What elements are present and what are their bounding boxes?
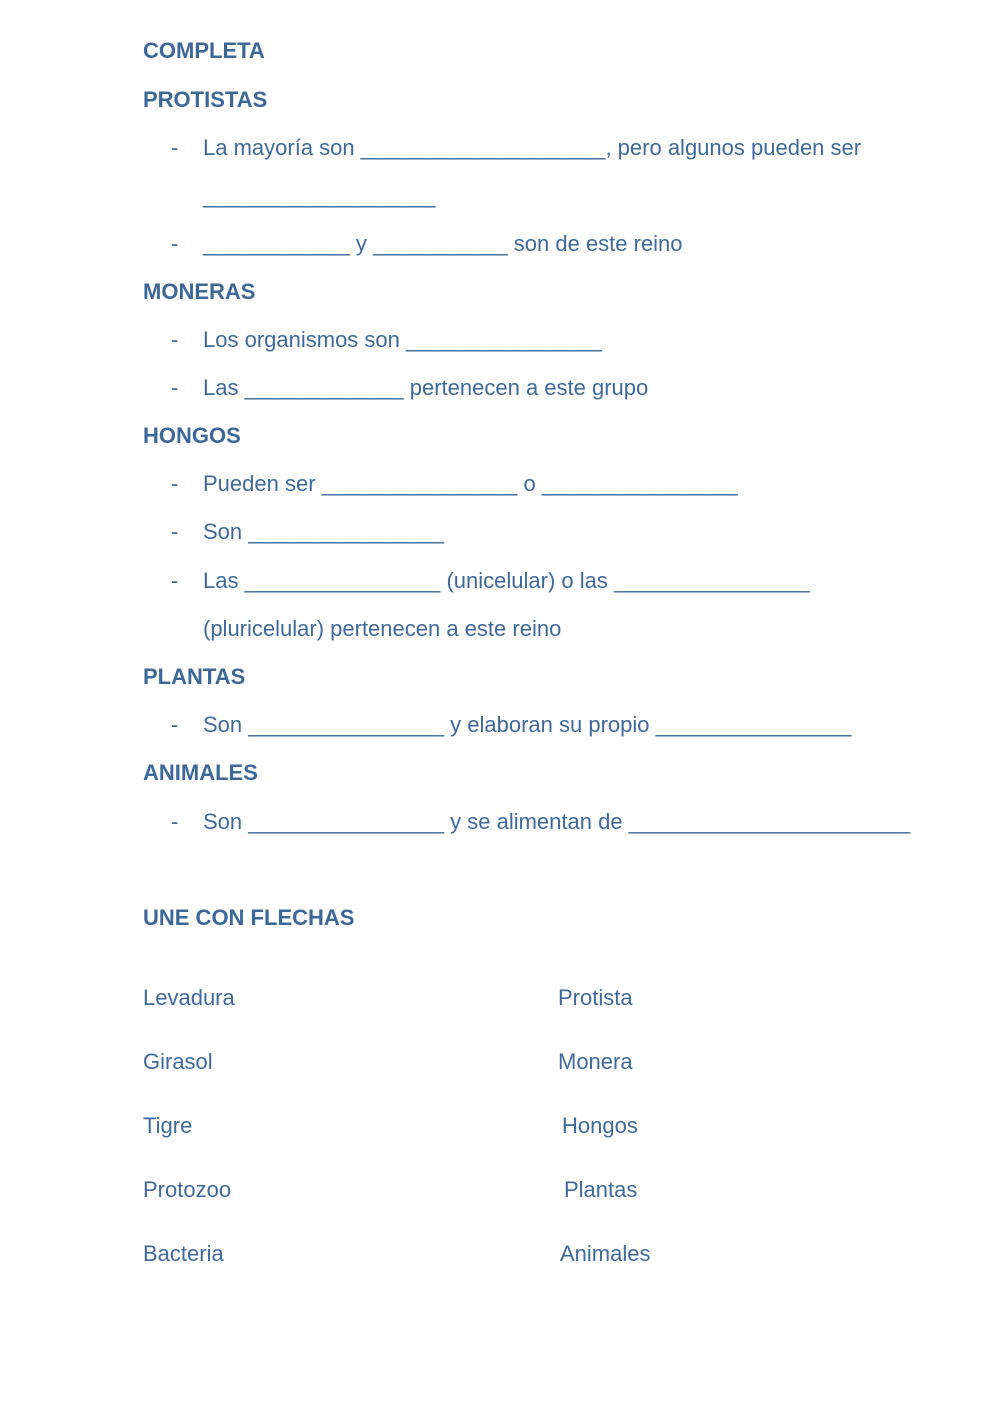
completa-title: COMPLETA [143, 38, 265, 63]
bullet-dash: - [171, 568, 179, 593]
section-heading-moneras: MONERAS [143, 279, 256, 304]
section-heading-animales: ANIMALES [143, 760, 258, 785]
list-item-text: La mayoría son ____________________, pero algunos pueden ser [203, 135, 862, 160]
list-item-text: ____________ y ___________ son de este reino [203, 231, 683, 256]
match-left-item: Levadura [143, 985, 235, 1010]
match-left-item: Tigre [143, 1113, 193, 1138]
match-right-item: Plantas [564, 1177, 638, 1202]
list-item-text: Los organismos son ________________ [203, 327, 602, 352]
une-title: UNE CON FLECHAS [143, 905, 355, 930]
list-item-text: Son ________________ y se alimentan de _______________________ [203, 809, 911, 834]
bullet-dash: - [171, 375, 179, 400]
bullet-dash: - [171, 712, 179, 737]
match-left-item: Girasol [143, 1049, 213, 1074]
list-item-text: Pueden ser ________________ o ________________ [203, 471, 738, 496]
match-right-item: Hongos [562, 1113, 638, 1138]
list-item-text: Son ________________ [203, 519, 445, 544]
list-item-text: Las _____________ pertenecen a este grupo [203, 375, 649, 400]
list-item-text: ___________________ [203, 183, 436, 208]
match-left-item: Bacteria [143, 1241, 224, 1266]
match-right-item: Animales [560, 1241, 651, 1266]
bullet-dash: - [171, 327, 179, 352]
section-heading-protistas: PROTISTAS [143, 87, 268, 112]
bullet-dash: - [171, 135, 179, 160]
match-right-item: Protista [558, 985, 633, 1010]
section-heading-hongos: HONGOS [143, 423, 241, 448]
bullet-dash: - [171, 231, 179, 256]
list-item-text: Son ________________ y elaboran su propio ________________ [203, 712, 852, 737]
section-heading-plantas: PLANTAS [143, 664, 246, 689]
list-item-text: (pluricelular) pertenecen a este reino [203, 616, 562, 641]
list-item-text: Las ________________ (unicelular) o las ________________ [203, 568, 810, 593]
bullet-dash: - [171, 519, 179, 544]
bullet-dash: - [171, 809, 179, 834]
match-right-item: Monera [558, 1049, 633, 1074]
bullet-dash: - [171, 471, 179, 496]
match-left-item: Protozoo [143, 1177, 232, 1202]
